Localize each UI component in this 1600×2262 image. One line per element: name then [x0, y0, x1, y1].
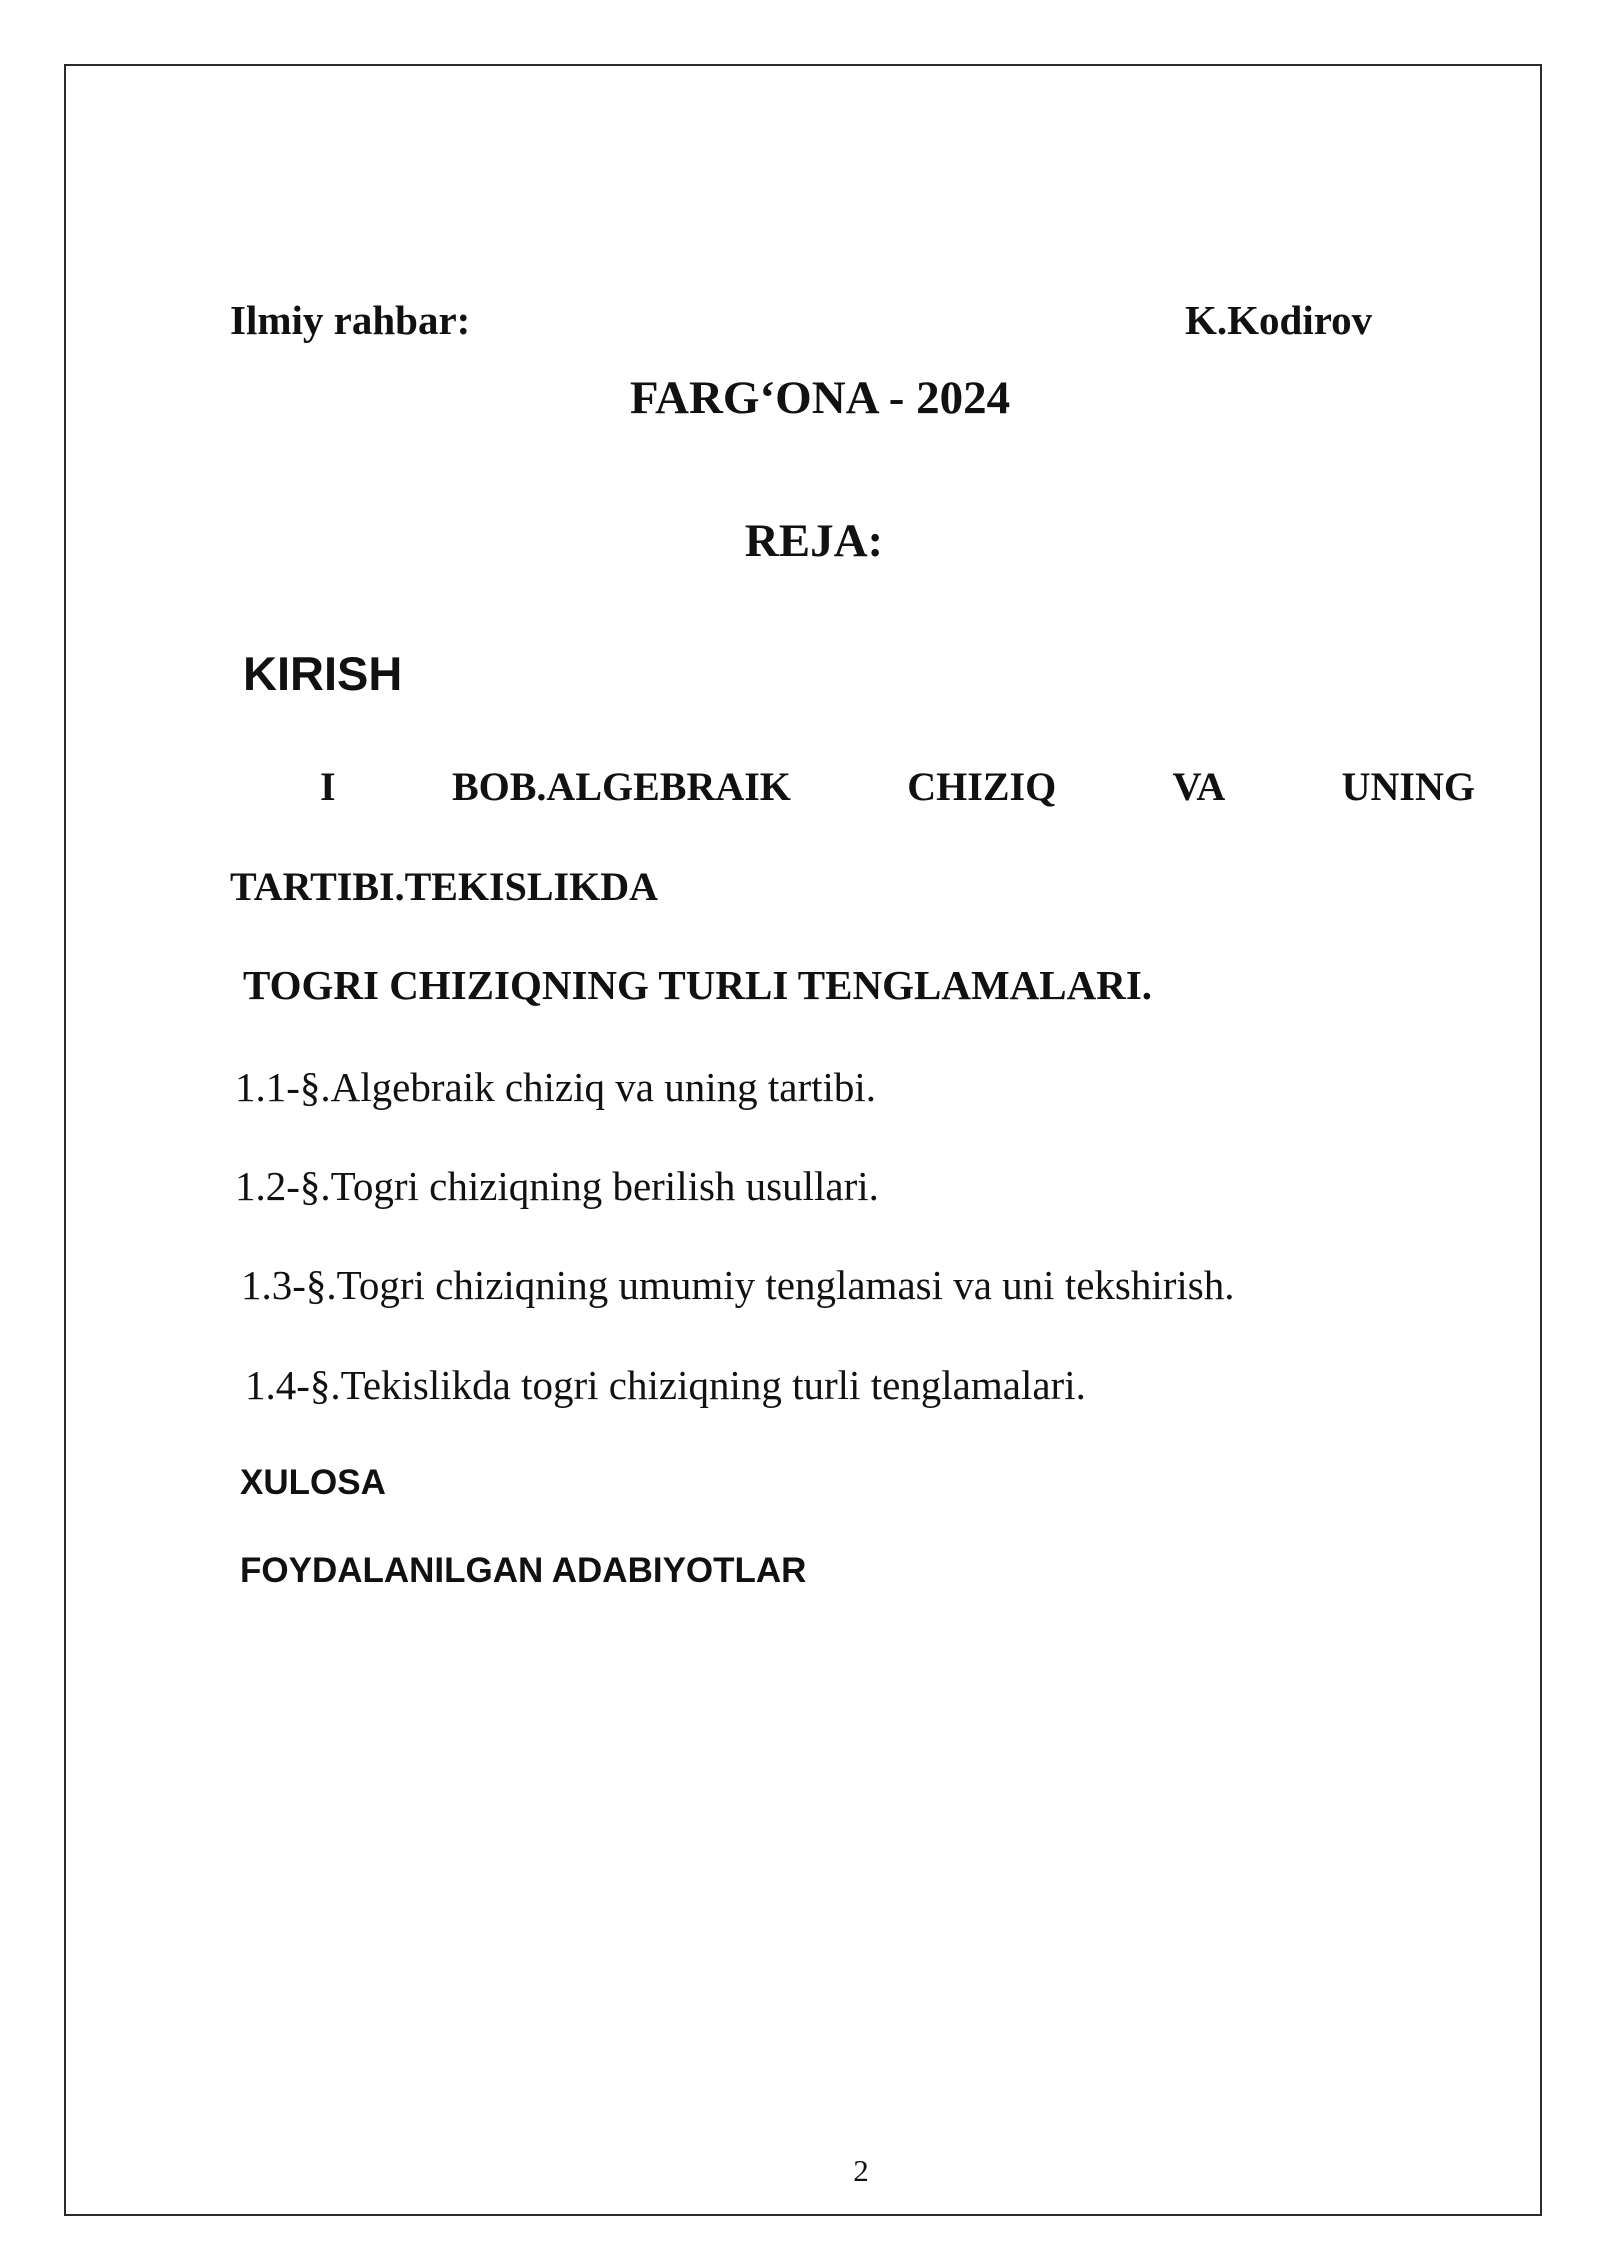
chapter-heading-line1 — [320, 764, 1475, 809]
plan-title: REJA: — [744, 515, 884, 567]
city-year: FARG‘ONA - 2024 — [629, 372, 1011, 424]
advisor-name: K.Kodirov — [1185, 297, 1373, 343]
advisor-label: Ilmiy rahbar: — [230, 297, 471, 343]
chapter-word: CHIZIQ — [907, 764, 1057, 809]
section-item: 1.3-§.Togri chiziqning umumiy tenglamasi va uni tekshirish. — [241, 1262, 1235, 1308]
section-item: 1.1-§.Algebraik chiziq va uning tartibi. — [235, 1064, 877, 1110]
chapter-word: I — [320, 764, 336, 809]
intro-heading: KIRISH — [243, 647, 403, 700]
references-heading: FOYDALANILGAN ADABIYOTLAR — [240, 1551, 807, 1590]
section-item: 1.2-§.Togri chiziqning berilish usullari. — [235, 1163, 879, 1209]
chapter-word: BOB.ALGEBRAIK — [451, 764, 791, 809]
chapter-word: VA — [1172, 764, 1226, 809]
page-number: 2 — [853, 2153, 869, 2188]
chapter-heading-line3: TOGRI CHIZIQNING TURLI TENGLAMALARI. — [243, 962, 1153, 1008]
section-item: 1.4-§.Tekislikda togri chiziqning turli tenglamalari. — [245, 1362, 1086, 1408]
conclusion-heading: XULOSA — [240, 1463, 386, 1502]
chapter-word: UNING — [1341, 764, 1475, 809]
chapter-heading-line2: TARTIBI.TEKISLIKDA — [230, 864, 658, 909]
